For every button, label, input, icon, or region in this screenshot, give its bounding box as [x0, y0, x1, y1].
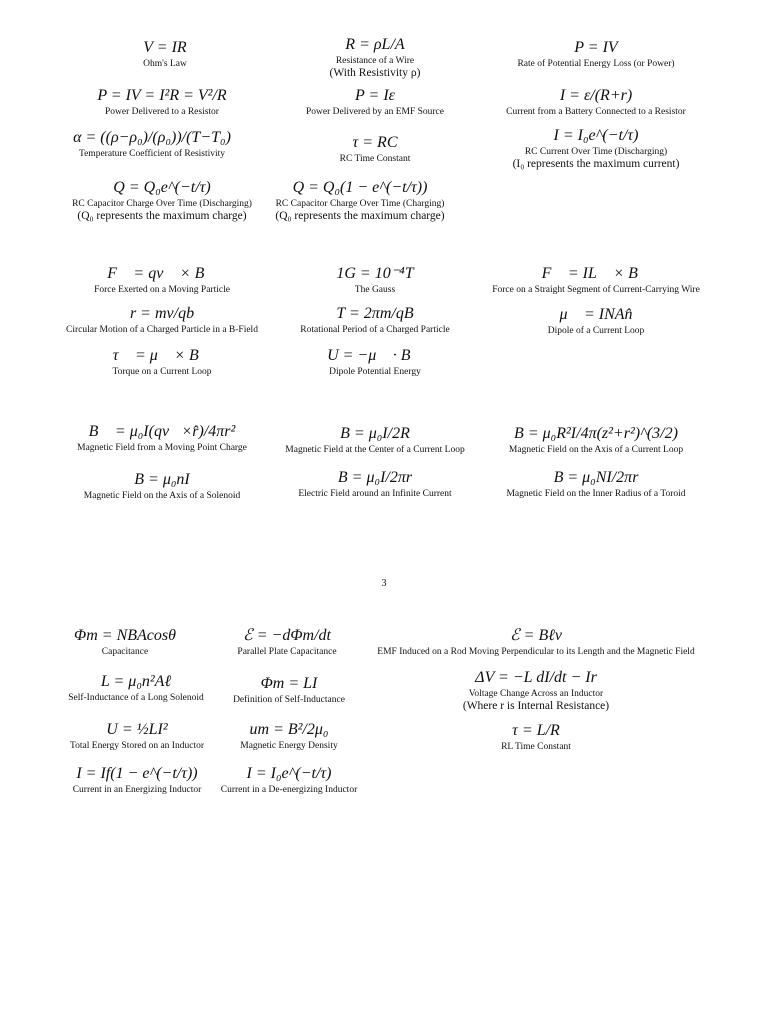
formula-cell	[84, 470, 240, 502]
formula-label: Self-Inductance of a Long Solenoid	[68, 693, 204, 703]
formula-cell	[506, 86, 686, 118]
formula-label: Power Delivered by an EMF Source	[306, 107, 444, 117]
formula-cell	[97, 86, 226, 118]
formula-equation: τ = L/R	[512, 722, 560, 739]
formula-equation: Φm = NBAcosθ	[74, 627, 176, 644]
formula-note: (Q₀ represents the maximum charge)	[77, 210, 247, 222]
formula-equation: B = μ₀R²I/4π(z²+r²)^(3/2)	[514, 425, 678, 442]
formula-label: Voltage Change Across an Inductor	[468, 689, 604, 699]
formula-cell	[506, 468, 685, 500]
formula-cell	[73, 764, 202, 796]
formula-equation: Q = Q₀e^(−t/τ)	[113, 179, 211, 196]
formula-equation: I = If(1 − e^(−t/τ))	[76, 765, 198, 782]
formula-label: Capacitance	[101, 647, 149, 657]
formula-note: (Where r is Internal Resistance)	[462, 700, 610, 712]
formula-cell	[513, 126, 680, 171]
formula-cell	[463, 668, 609, 713]
formula-equation: 1G = 10⁻⁴T	[336, 265, 414, 282]
formula-cell	[548, 305, 645, 337]
formula-label: Circular Motion of a Charged Particle in a B-Field	[66, 325, 258, 335]
formula-label: Magnetic Energy Density	[240, 741, 338, 751]
formula-cell	[340, 133, 411, 165]
formula-label: Resistance of a Wire	[335, 56, 415, 66]
formula-label: Definition of Self-Inductance	[233, 695, 345, 705]
formula-equation: τ = RC	[352, 134, 398, 151]
formula-equation: L = μ₀n²Aℓ	[100, 673, 172, 690]
formula-equation: r = mv/qb	[129, 305, 195, 322]
page-number: 3	[381, 578, 387, 589]
formula-cell	[66, 304, 258, 336]
formula-label: Electric Field around an Infinite Current	[298, 489, 452, 499]
formula-cell	[72, 178, 252, 223]
formula-equation: B = μ₀NI/2πr	[553, 469, 639, 486]
formula-label: Ohm's Law	[143, 59, 187, 69]
formula-label: Magnetic Field from a Moving Point Charge	[77, 443, 247, 453]
formula-label: Rate of Potential Energy Loss (or Power)	[517, 59, 675, 69]
formula-label: Rotational Period of a Charged Particle	[300, 325, 450, 335]
formula-label: Current in a De-energizing Inductor	[220, 785, 358, 795]
formula-label: RL Time Constant	[501, 742, 571, 752]
formula-equation: ℰ = −dΦm/dt	[243, 627, 331, 644]
formula-note: (Q₀ represents the maximum charge)	[275, 210, 445, 222]
formula-label: Dipole Potential Energy	[329, 367, 421, 377]
formula-equation: Q = Q₀(1 − e^(−t/τ))	[292, 179, 428, 196]
formula-label: Torque on a Current Loop	[112, 367, 212, 377]
formula-label: RC Time Constant	[339, 154, 411, 164]
formula-equation: P = IV	[574, 39, 618, 56]
formula-equation: B = μ₀I/2πr	[337, 469, 413, 486]
formula-cell	[275, 178, 444, 223]
formula-cell	[237, 626, 336, 658]
formula-cell	[285, 424, 464, 456]
formula-cell	[73, 128, 231, 160]
formula-equation: F⃗ = IL⃗ × B⃗	[541, 265, 651, 282]
formula-label: Magnetic Field at the Center of a Current Loop	[285, 445, 465, 455]
formula-label: RC Capacitor Charge Over Time (Discharging)	[72, 199, 252, 209]
formula-label: Dipole of a Current Loop	[547, 326, 645, 336]
formula-label: Magnetic Field on the Axis of a Solenoid	[83, 491, 241, 501]
formula-equation: ΔV = −L dI/dt − Ir	[475, 669, 597, 686]
formula-label: Current in an Energizing Inductor	[72, 785, 202, 795]
formula-cell	[517, 38, 674, 70]
formula-cell	[492, 264, 700, 296]
formula-label: Force Exerted on a Moving Particle	[94, 285, 230, 295]
formula-equation: F⃗ = qv⃗ × B⃗	[107, 265, 217, 282]
formula-label: RC Current Over Time (Discharging)	[524, 147, 668, 157]
formula-equation: I = I₀e^(−t/τ)	[246, 765, 332, 782]
formula-note: (With Resistivity ρ)	[329, 67, 421, 79]
formula-cell	[77, 422, 247, 454]
formula-cell	[112, 346, 211, 378]
formula-cell	[298, 468, 451, 500]
formula-label: Force on a Straight Segment of Current-Carrying Wire	[492, 285, 700, 295]
formula-equation: P = Iε	[355, 87, 395, 104]
formula-cell	[377, 626, 694, 658]
formula-cell	[330, 35, 421, 80]
formula-label: EMF Induced on a Rod Moving Perpendicular to its Length and the Magnetic Field	[377, 647, 695, 657]
formula-cell	[94, 264, 230, 296]
formula-cell	[70, 720, 204, 752]
formula-equation: τ⃗ = μ⃗ × B⃗	[112, 347, 212, 364]
formula-label: Total Energy Stored on an Inductor	[70, 741, 204, 751]
formula-equation: Φm = LI	[260, 675, 318, 692]
formula-label: Magnetic Field on the Inner Radius of a Toroid	[506, 489, 686, 499]
formula-equation: B⃗ = μ₀I(qv⃗×r̂)/4πr²	[88, 423, 236, 440]
formula-equation: P = IV = I²R = V²/R	[97, 87, 227, 104]
formula-label: Temperature Coefficient of Resistivity	[78, 149, 226, 159]
formula-equation: um = B²/2μ₀	[249, 721, 329, 738]
formula-label: Power Delivered to a Resistor	[105, 107, 219, 117]
formula-equation: α = ((ρ−ρ₀)/(ρ₀))/(T−T₀)	[73, 129, 231, 146]
formula-equation: I = ε/(R+r)	[559, 87, 633, 104]
formula-equation: U = ½LI²	[106, 721, 168, 738]
formula-cell	[233, 674, 345, 706]
formula-equation: R = ρL/A	[345, 36, 405, 53]
formula-label: Current from a Battery Connected to a Resistor	[506, 107, 686, 117]
formula-equation: I = I₀e^(−t/τ)	[553, 127, 639, 144]
formula-equation: U = −μ⃗ · B⃗	[327, 347, 423, 364]
formula-cell	[240, 720, 337, 752]
formula-label: RC Capacitor Charge Over Time (Charging)	[275, 199, 445, 209]
formula-equation: μ⃗ = INAn̂	[559, 306, 633, 323]
formula-cell	[509, 424, 683, 456]
formula-cell	[68, 672, 204, 704]
formula-cell	[327, 346, 423, 378]
formula-equation: T = 2πm/qB	[336, 305, 414, 322]
formula-label: Magnetic Field on the Axis of a Current Loop	[508, 445, 684, 455]
formula-note: (I₀ represents the maximum current)	[512, 158, 680, 170]
formula-equation: B = μ₀I/2R	[340, 425, 410, 442]
formula-cell	[300, 304, 449, 336]
formula-cell	[221, 764, 357, 796]
formula-label: The Gauss	[354, 285, 396, 295]
formula-equation: V = IR	[143, 39, 187, 56]
formula-label: Parallel Plate Capacitance	[237, 647, 337, 657]
formula-cell	[501, 721, 571, 753]
formula-cell	[306, 86, 444, 118]
formula-cell	[143, 38, 187, 70]
formula-equation: B = μ₀nI	[134, 471, 190, 488]
formula-cell	[336, 264, 413, 296]
formula-equation: ℰ = Bℓv	[509, 627, 563, 644]
formula-cell	[74, 626, 176, 658]
